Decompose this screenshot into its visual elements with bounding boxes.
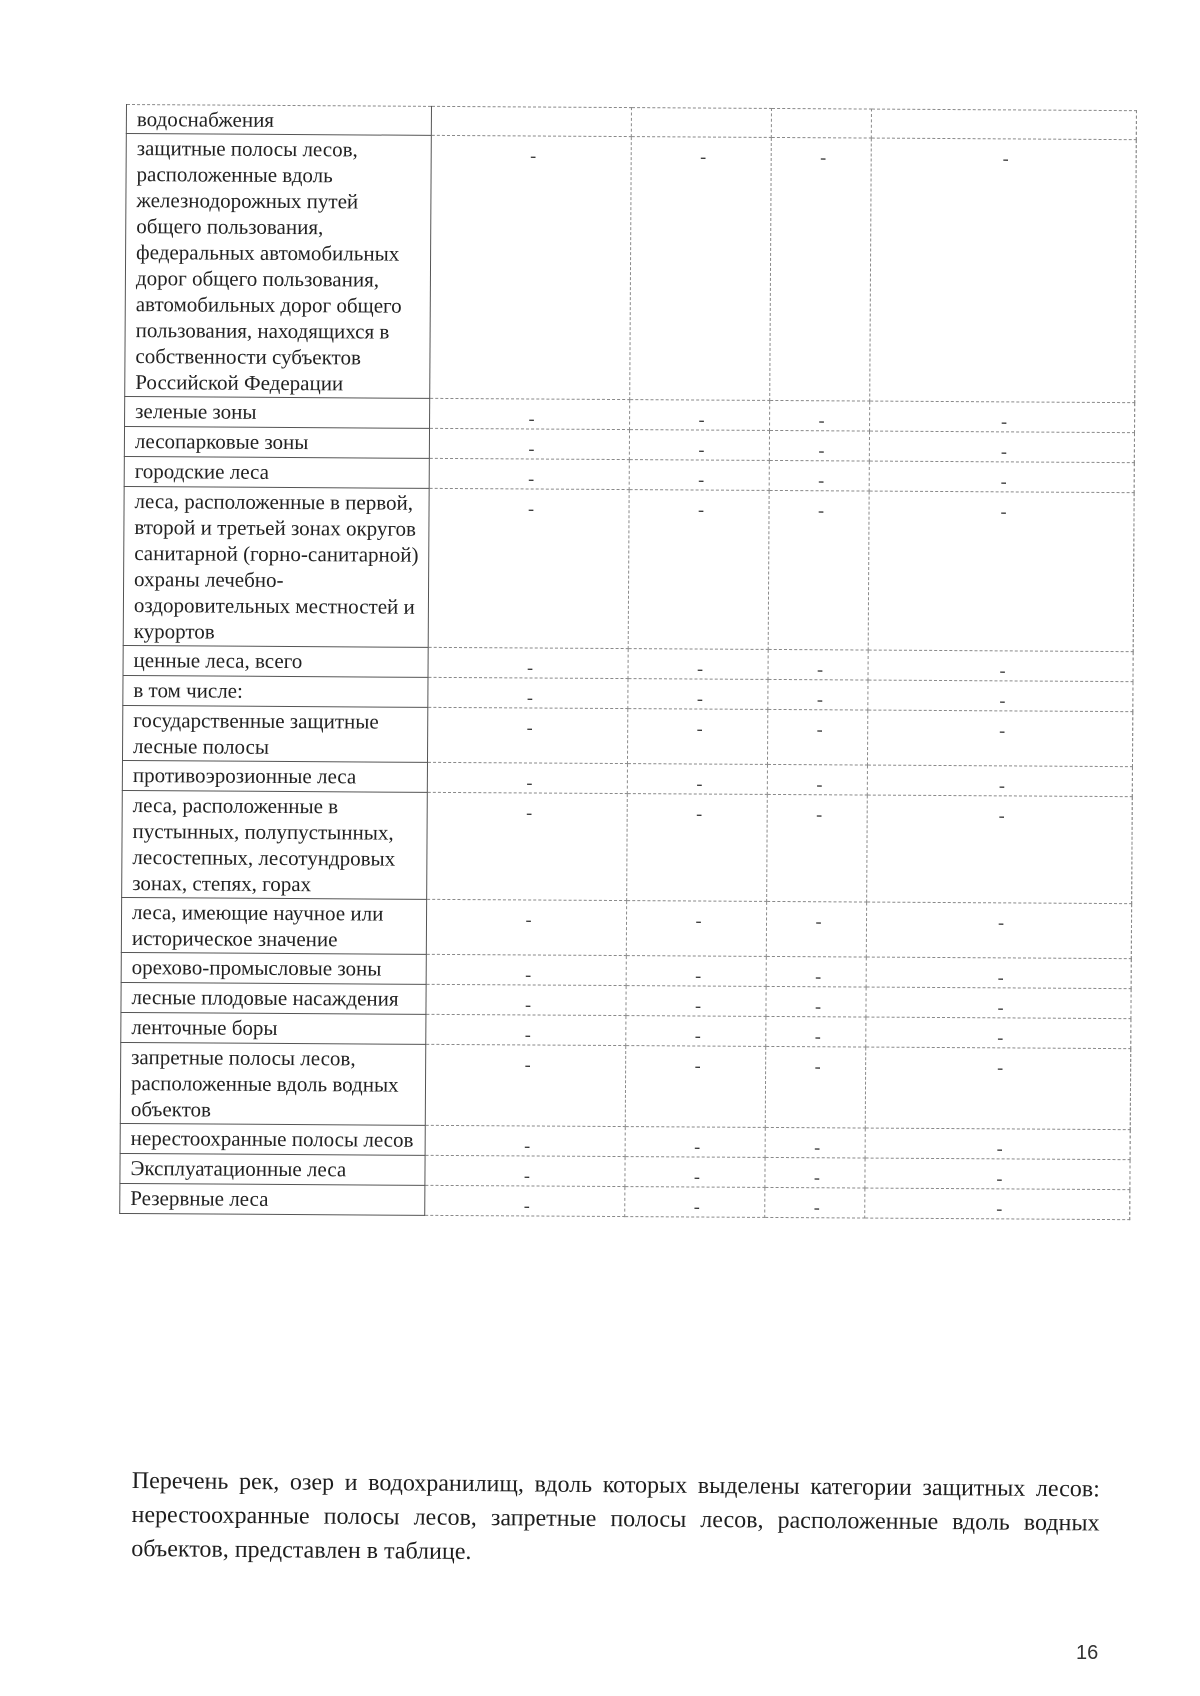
category-name-cell: государственные защитные лесные полосы [122, 705, 427, 762]
category-name-cell: леса, расположенные в пустынных, полупустынных, лесостепных, лесотундровых зонах, степях, горах [122, 790, 428, 899]
value-cell: - [866, 1017, 1131, 1049]
category-name-cell: леса, расположенные в первой, второй и третьей зонах округов санитарной (горно-санитарной) охраны лечебно-оздоровительных местностей и курортов [123, 486, 429, 647]
value-cell: - [868, 650, 1133, 682]
table-row [121, 897, 1131, 958]
value-cell: - [628, 649, 768, 680]
value-cell: - [767, 709, 867, 765]
value-cell: - [865, 1188, 1130, 1220]
value-cell: - [428, 488, 629, 648]
value-cell: - [768, 649, 868, 680]
value-cell: - [628, 679, 768, 710]
value-cell: - [868, 491, 1134, 652]
table-row [123, 486, 1134, 651]
value-cell: - [429, 428, 629, 459]
value-cell: - [865, 1158, 1130, 1190]
category-name-cell: лесопарковые зоны [124, 426, 429, 458]
value-cell: - [865, 1047, 1130, 1130]
value-cell: - [429, 458, 629, 489]
value-cell: - [870, 138, 1137, 403]
value-cell: - [865, 1128, 1130, 1160]
value-cell: - [869, 431, 1134, 463]
value-cell: - [867, 795, 1133, 904]
value-cell: - [629, 460, 769, 491]
value-cell: - [626, 956, 766, 987]
table-row [122, 705, 1132, 766]
value-cell: - [628, 490, 769, 650]
value-cell: - [765, 1127, 865, 1158]
category-name-cell: нерестоохранные полосы лесов [120, 1123, 425, 1155]
category-name-cell: леса, имеющие научное или историческое значение [121, 897, 426, 954]
page-number: 16 [1076, 1642, 1099, 1664]
value-cell: - [427, 762, 627, 793]
value-cell: - [425, 1185, 625, 1216]
value-cell: - [870, 401, 1135, 433]
value-cell: - [767, 794, 868, 902]
category-name-cell: защитные полосы лесов, расположенные вдоль железнодорожных путей общего пользования, федеральных автомобильных дорог общего пользования, автомобильных дорог общего пользования, находящихся в собственности субъектов Российской Федерации [125, 134, 432, 399]
value-cell [871, 109, 1136, 140]
value-cell: - [867, 710, 1132, 767]
value-cell: - [627, 764, 767, 795]
value-cell [771, 108, 871, 138]
value-cell: - [426, 899, 626, 955]
value-cell: - [425, 1125, 625, 1156]
category-name-cell: ленточные боры [121, 1012, 426, 1044]
value-cell: - [427, 792, 628, 900]
value-cell: - [868, 680, 1133, 712]
value-cell: - [430, 135, 632, 399]
value-cell: - [630, 400, 770, 431]
table-row [122, 790, 1133, 903]
table-row [120, 1183, 1130, 1219]
category-name-cell: городские леса [124, 456, 429, 488]
value-cell: - [626, 986, 766, 1017]
value-cell: - [426, 1014, 626, 1045]
forest-categories-table [119, 104, 1137, 1220]
value-cell: - [625, 1187, 765, 1218]
value-cell: - [766, 1016, 866, 1047]
value-cell: - [629, 430, 769, 461]
value-cell: - [765, 1046, 865, 1128]
value-cell: - [426, 954, 626, 985]
value-cell: - [625, 1127, 765, 1158]
value-cell: - [627, 794, 768, 902]
value-cell: - [769, 460, 869, 491]
category-name-cell: орехово-промысловые зоны [121, 952, 426, 984]
value-cell: - [768, 679, 868, 710]
value-cell: - [766, 956, 866, 987]
value-cell: - [765, 1157, 865, 1188]
value-cell: - [866, 987, 1131, 1019]
value-cell: - [867, 765, 1132, 797]
value-cell: - [767, 764, 867, 795]
value-cell: - [626, 1016, 766, 1047]
value-cell: - [627, 709, 767, 765]
value-cell: - [428, 677, 628, 708]
category-name-cell: водоснабжения [126, 105, 431, 136]
category-name-cell: в том числе: [123, 675, 428, 707]
category-name-cell: Резервные леса [120, 1183, 425, 1215]
value-cell: - [425, 1044, 625, 1126]
value-cell: - [425, 1155, 625, 1186]
value-cell: - [869, 461, 1134, 493]
table-row [120, 1042, 1130, 1129]
value-cell: - [626, 901, 766, 957]
value-cell: - [866, 957, 1131, 989]
value-cell: - [866, 902, 1131, 959]
value-cell: - [770, 400, 870, 431]
category-name-cell: ценные леса, всего [123, 645, 428, 677]
value-cell [431, 106, 631, 136]
value-cell: - [630, 137, 772, 401]
category-name-cell: противоэрозионные леса [122, 760, 427, 792]
value-cell: - [768, 490, 869, 650]
body-paragraph: Перечень рек, озер и водохранилищ, вдоль которых выделены категории защитных лесов: нерестоохранные полосы лесов, запретные полосы лесов, расположенные вдоль водных объектов, представлен в таблице. [131, 1467, 1100, 1565]
value-cell [631, 108, 771, 138]
table-body [120, 105, 1137, 1220]
value-cell: - [428, 647, 628, 678]
category-name-cell: лесные плодовые насаждения [121, 982, 426, 1014]
value-cell: - [766, 986, 866, 1017]
category-name-cell: Эксплуатационные леса [120, 1153, 425, 1185]
value-cell: - [625, 1157, 765, 1188]
value-cell: - [770, 137, 872, 401]
value-cell: - [625, 1046, 765, 1128]
value-cell: - [766, 901, 866, 957]
value-cell: - [769, 430, 869, 461]
category-name-cell: запретные полосы лесов, расположенные вдоль водных объектов [120, 1042, 425, 1125]
category-name-cell: зеленые зоны [125, 396, 430, 428]
table-row [125, 134, 1137, 403]
value-cell: - [430, 398, 630, 429]
value-cell: - [426, 984, 626, 1015]
value-cell: - [427, 707, 627, 763]
value-cell: - [765, 1187, 865, 1218]
